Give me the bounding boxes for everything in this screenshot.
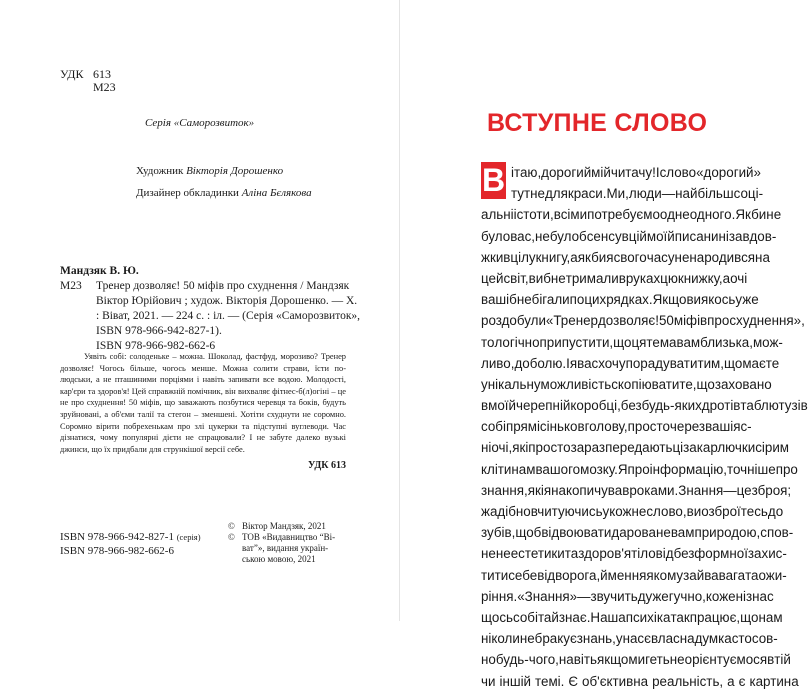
text-line: нене естетики та здоров'я тіло від безформної захис- <box>481 546 787 562</box>
text-line: клітинам вашого мозку. Я про інформацію, точніше про <box>481 461 798 477</box>
catalog-isbn: ISBN 978-966-982-662-6 <box>96 340 216 352</box>
text-line: роздобули «Тренер дозволяє! 50 міфів про схуднення», <box>481 313 805 329</box>
udk-block <box>60 68 116 94</box>
text-line: ні очі, які просто зараз передають ці закарлючки сірим <box>481 440 790 456</box>
udk-code: 613 <box>93 67 111 81</box>
text-line: собі прямісінько в голову, просто через ваші яс- <box>481 419 752 435</box>
annotation: Уявіть собі: солоденьке – можна. Шоколад, фастфуд, морозиво? Тренер дозволяє! Чогось більше, чогось менше. Можна солити страви, їсти по-людськи, а не пташиними порціями і навіть запивати все водою. Молодості, кар'єри та здоров'я! Цей справжній помічник, він вихваляє фітнес-б(л)огіні – це не про схуднення! 50 міфів, що заважають позбутися черевця та боків, будуть зруйновані, а об'єми талії та стегон – зменшені. Хотіти схуднути не соромно. Соромно вірити побрехенькам про злі цукерки та підступні вуглеводи. Час дізнатися, чому популярні дієти не спрацювали? І не забуте далеко вузькі джинси, що їх придбали для стрункішої версії себе. <box>60 352 346 454</box>
text-line: ніколи не бракує знань, у нас є власна думка стосов- <box>481 631 778 647</box>
text-line: ітаю, дорогий мій читачу! І слово «дорогий» <box>511 165 761 180</box>
text-line: тут не для краси. Ми, люди — найбільш соці- <box>511 186 764 202</box>
isbn-series-note: (серія) <box>176 532 201 542</box>
author-sign: М23 <box>93 80 116 94</box>
text-line: щось собі та й знає. Наша психіка так працює, що нам <box>481 609 783 625</box>
artist-label: Художник <box>136 165 184 177</box>
catalog-sign: М23 <box>60 280 82 292</box>
text-line: цей світ, ви б не тримали в руках цю книжку, а очі <box>481 270 748 286</box>
text-line: тити себе від ворога, ймення якому зайва вага та ожи- <box>481 567 787 583</box>
copyright-block <box>228 521 335 565</box>
artist-credit <box>136 165 283 177</box>
left-page <box>0 0 400 621</box>
isbn-book: ISBN 978-966-982-662-6 <box>60 545 174 557</box>
drop-cap: В <box>481 162 506 198</box>
copyright-author: Віктор Мандзяк, 2021 <box>242 521 326 531</box>
text-line: ливо, до болю. І я вас хочу порадувати тим, що маєте <box>481 355 780 371</box>
text-line: альні істоти, всі ми потребуємо одне одного. Якби не <box>481 207 782 223</box>
right-page <box>400 0 808 689</box>
copyright-publisher-1: ТОВ «Видавництво “Ві- <box>242 532 336 542</box>
artist-name: Вікторія Дорошенко <box>186 165 284 177</box>
text-line: в моїй черепній коробці, без будь-яких дротів та блютузів <box>481 398 808 414</box>
isbn-list <box>60 530 201 558</box>
text-line: то логічно припустити, що ця тема вам близька, мож- <box>481 334 783 350</box>
copyright-symbol: © <box>228 521 235 531</box>
udk-bottom: УДК 613 <box>308 460 346 471</box>
catalog-record <box>60 264 362 354</box>
designer-credit <box>136 187 312 199</box>
copyright-symbol: © <box>228 532 235 542</box>
copyright-publisher-2: ват”», видання україн- <box>242 543 329 553</box>
text-line: знання, які я накопичував роками. Знання — це зброя; <box>481 482 792 498</box>
series-line: Серія «Саморозвиток» <box>145 117 255 129</box>
text-line: ріння. «Знання» — звучить дуже гучно, кожен із нас <box>481 588 774 604</box>
designer-label: Дизайнер обкладинки <box>136 187 239 199</box>
text-line: жадібно вчитуючись у кожне слово, ви озброїтесь до <box>481 504 784 519</box>
udk-label: УДК <box>60 67 84 81</box>
chapter-heading: ВСТУПНЕ СЛОВО <box>487 109 708 137</box>
text-line: но будь-чого, навіть якщо ми геть не орієнтуємося в тій <box>481 652 791 668</box>
text-line: зубів, щоб відвоювати дароване вам природою, спов- <box>481 525 794 541</box>
text-line: було вас, не було б сенсу в цій моїй писанині завдов- <box>481 228 777 244</box>
body-text <box>481 162 808 692</box>
isbn-series: ISBN 978-966-942-827-1 <box>60 531 174 543</box>
catalog-description: Тренер дозволяє! 50 міфів про схуднення / Мандзяк Віктор Юрійович ; худож. Вікторія Дорошенко. — Х. : Віват, 2021. — 224 с. : іл. — (Серія «Саморозвиток», ISBN 978-966-942-827-1). <box>96 280 361 337</box>
text-line: жки в цілу книгу, а якби я свого часу не народився на <box>481 249 770 265</box>
text-line: чи іншій темі. Є об'єктивна реальність, а є картина <box>481 673 799 689</box>
catalog-author: Мандзяк В. Ю. <box>60 265 139 277</box>
designer-name: Аліна Бєлякова <box>241 187 312 199</box>
copyright-publisher-3: ською мовою, 2021 <box>242 554 316 564</box>
text-line: унікальну можливість скопіювати те, що заховано <box>481 376 772 392</box>
text-line: ваші б не бігали по цих рядках. Якщо ви якось уже <box>481 292 759 308</box>
